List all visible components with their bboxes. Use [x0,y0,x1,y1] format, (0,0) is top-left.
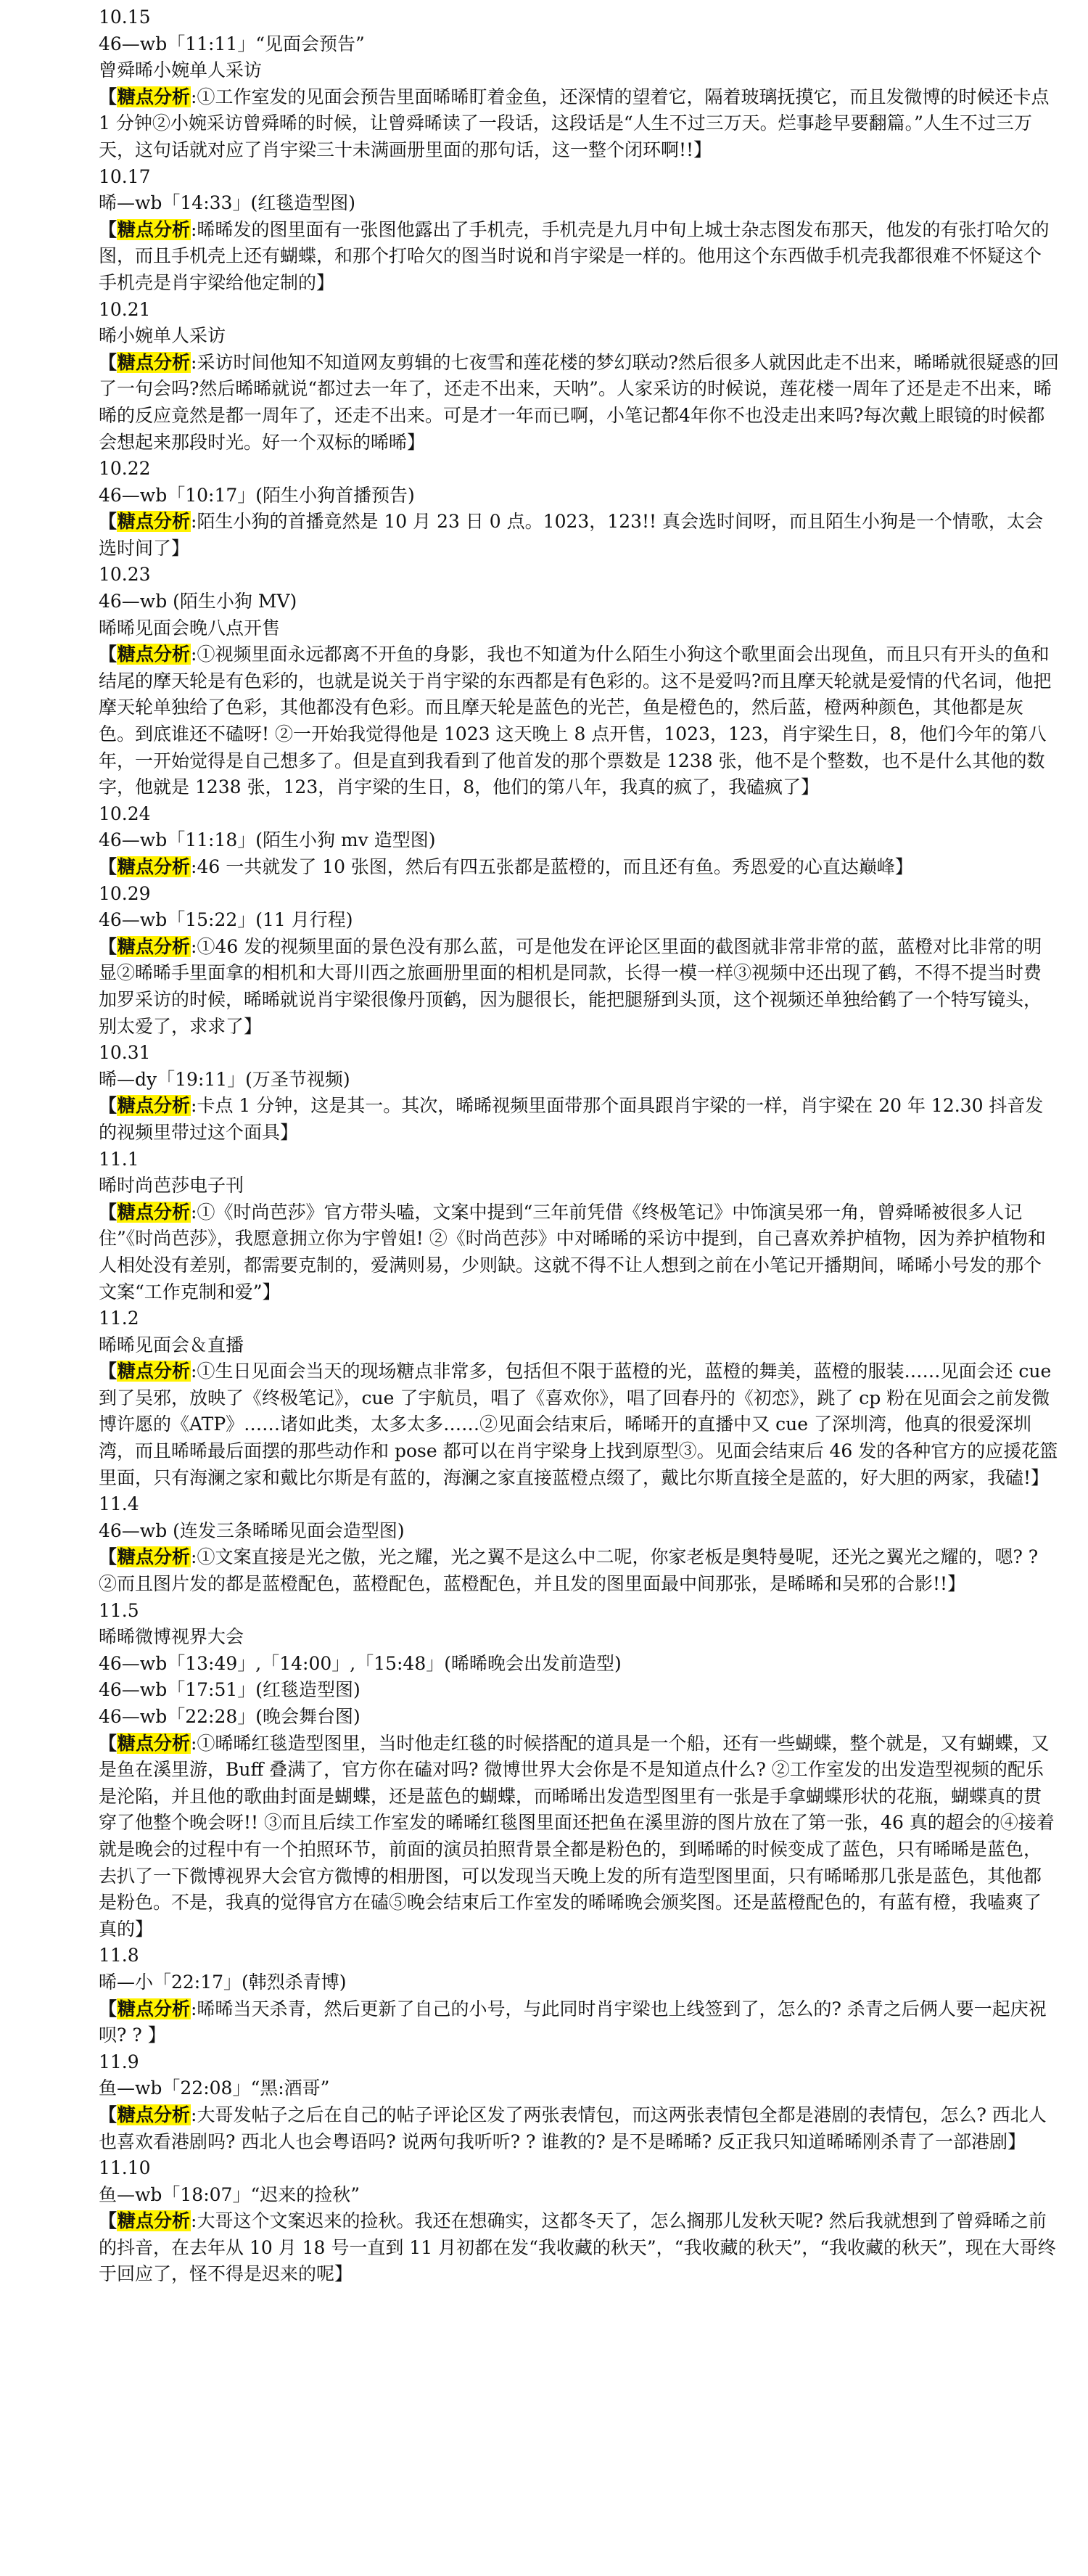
analysis-paragraph [99,217,1059,297]
bracket-open: 【 [99,511,118,533]
bracket-open: 【 [99,351,118,373]
analysis-body: :①文案直接是光之傲，光之耀，光之翼不是这么中二呢，你家老板是奥特曼呢，还光之翼光之耀的，嗯? ? ②而且图片发的都是蓝橙配色，蓝橙配色，蓝橙配色，并且发的图里面最中间那张，是晞晞和吴邪的合影!!】 [99,1546,1039,1595]
bracket-open: 【 [99,2104,118,2125]
analysis-body: :①工作室发的见面会预告里面晞晞盯着金鱼，还深情的望着它，隔着玻璃抚摸它，而且发微博的时候还卡点 1 分钟②小婉采访曾舜晞的时候，让曾舜晞读了一段话，这段话是“人生不过三万天。烂事趁早要翻篇。”人生不过三万天，这句话就对应了肖宇梁三十未满画册里面的那句话，这一整个闭环啊!!】 [99,86,1050,160]
entry-date: 10.21 [99,298,151,320]
analysis-paragraph [99,641,1059,801]
entry-date: 10.22 [99,458,151,480]
analysis-tag-highlight: 糖点分析 [118,1732,191,1754]
entry-date: 11.10 [99,2157,151,2179]
analysis-paragraph [99,350,1059,456]
entry-line: 晞晞微博视界大会 [99,1626,244,1648]
analysis-tag-highlight: 糖点分析 [118,644,191,665]
analysis-body: :大哥这个文案迟来的捡秋。我还在想确实，这都冬天了，怎么搁那儿发秋天呢? 然后我就想到了曾舜晞之前的抖音，在去年从 10 月 18 号一直到 11 月初都在发“我收藏的秋天”，“我收藏的秋天”，“我收藏的秋天”，现在大哥终于回应了，怪不得是迟来的呢】 [99,2210,1056,2285]
analysis-body: :晞晞发的图里面有一张图他露出了手机壳，手机壳是九月中旬上城士杂志图发布那天，他发的有张打哈欠的图，而且手机壳上还有蝴蝶，和那个打哈欠的图当时说和肖宇梁是一样的。他用这个东西做手机壳我都很难不怀疑这个手机壳是肖宇梁给他定制的】 [99,218,1050,293]
analysis-body: :采访时间他知不知道网友剪辑的七夜雪和莲花楼的梦幻联动?然后很多人就因此走不出来，晞晞就很疑惑的回了一句会吗?然后晞晞就说“都过去一年了，还走不出来，天呐”。人家采访的时候说，莲花楼一周年了还是走不出来，晞晞的反应竟然是都一周年了，还走不出来。可是才一年而已啊，小笔记都4年你不也没走出来吗?每次戴上眼镜的时候都会想起来那段时光。好一个双标的晞晞】 [99,351,1059,453]
analysis-paragraph [99,1544,1059,1597]
entry-line: 晞—wb「14:33」(红毯造型图) [99,192,355,214]
analysis-tag-highlight: 糖点分析 [118,856,191,877]
entry-line: 曾舜晞小婉单人采访 [99,60,263,81]
bracket-open: 【 [99,856,118,877]
bracket-open: 【 [99,218,118,240]
entry-line: 46—wb「13:49」,「14:00」,「15:48」(晞晞晚会出发前造型) [99,1652,622,1674]
entry-line: 晞晞见面会晚八点开售 [99,617,281,639]
entry-date: 11.1 [99,1148,139,1170]
entry-date: 11.8 [99,1945,139,1966]
analysis-paragraph [99,509,1059,562]
analysis-tag-highlight: 糖点分析 [118,2210,191,2232]
analysis-tag-highlight: 糖点分析 [118,1998,191,2019]
entry-line: 46—wb (连发三条晞晞见面会造型图) [99,1519,405,1541]
analysis-body: :晞晞当天杀青，然后更新了自己的小号，与此同时肖宇梁也上线签到了，怎么的? 杀青之后俩人要一起庆祝呗? ? 】 [99,1998,1047,2046]
entry-date: 10.29 [99,882,151,904]
entry-line: 46—wb「22:28」(晚会舞台图) [99,1706,360,1727]
entry-date: 11.5 [99,1599,139,1621]
analysis-tag-highlight: 糖点分析 [118,86,191,107]
analysis-body: :①生日见面会当天的现场糖点非常多，包括但不限于蓝橙的光，蓝橙的舞美，蓝橙的服装……见面会还 cue 到了吴邪，放映了《终极笔记》，cue 了宇航员，唱了《喜欢你》，唱了回春丹的《初恋》，跳了 cp 粉在见面会之前发微博许愿的《ATP》……诸如此类，太多太多……②见面会结束后，晞晞开的直播中又 cue 了深圳湾，他真的很爱深圳湾，而且晞晞最后面摆的那些动作和 pose 都可以在肖宇梁身上找到原型③。见面会结束后 46 发的各种官方的应援花篮里面，只有海澜之家和戴比尔斯是有蓝的，海澜之家直接蓝橙点缀了，戴比尔斯直接全是蓝的，好大胆的两家，我磕!】 [99,1361,1058,1488]
analysis-body: :大哥发帖子之后在自己的帖子评论区发了两张表情包，而这两张表情包全都是港剧的表情包，怎么? 西北人也喜欢看港剧吗? 西北人也会粤语吗? 说两句我听听? ? 谁教的? 是不是晞晞? 反正我只知道晞晞刚杀青了一部港剧】 [99,2104,1047,2152]
analysis-tag-highlight: 糖点分析 [118,2104,191,2125]
entry-line: 46—wb「17:51」(红毯造型图) [99,1679,360,1701]
bracket-open: 【 [99,1998,118,2019]
analysis-paragraph [99,1093,1059,1146]
analysis-tag-highlight: 糖点分析 [118,1361,191,1382]
bracket-open: 【 [99,2210,118,2232]
bracket-open: 【 [99,644,118,665]
entry-line: 晞时尚芭莎电子刊 [99,1175,244,1197]
analysis-paragraph [99,1731,1059,1943]
entry-date: 10.17 [99,165,151,187]
entry-line: 46—wb「11:18」(陌生小狗 mv 造型图) [99,829,436,851]
analysis-paragraph [99,1996,1059,2049]
bracket-open: 【 [99,86,118,107]
entry-date: 10.23 [99,564,151,586]
bracket-open: 【 [99,1546,118,1568]
analysis-paragraph [99,2102,1059,2155]
bracket-open: 【 [99,1361,118,1382]
analysis-paragraph [99,1199,1059,1305]
entry-line: 46—wb「11:11」“见面会预告” [99,33,365,54]
analysis-body: :①视频里面永远都离不开鱼的身影，我也不知道为什么陌生小狗这个歌里面会出现鱼，而且只有开头的鱼和结尾的摩天轮是有色彩的，也就是说关于肖宇梁的东西都是有色彩的。这不是爱吗?而且摩天轮就是爱情的代名词，他把摩天轮单独给了色彩，其他都没有色彩。而且摩天轮是蓝色的光芒，鱼是橙色的，然后蓝，橙两种颜色，其他都是灰色。到底谁还不磕呀! ②一开始我觉得他是 1023 这天晚上 8 点开售，1023，123，肖宇梁生日，8，他们今年的第八年，一开始觉得是自己想多了。但是直到我看到了他首发的那个票数是 1238 张，他不是个整数，也不是什么其他的数字，他就是 1238 张，123，肖宇梁的生日，8，他们的第八年，我真的疯了，我磕疯了】 [99,644,1052,798]
entry-line: 46—wb「10:17」(陌生小狗首播预告) [99,484,415,506]
analysis-paragraph [99,934,1059,1040]
analysis-tag-highlight: 糖点分析 [118,218,191,240]
entry-date: 10.24 [99,803,151,824]
analysis-paragraph [99,2208,1059,2288]
analysis-tag-highlight: 糖点分析 [118,1095,191,1117]
bracket-open: 【 [99,1732,118,1754]
entry-date: 10.15 [99,7,151,28]
analysis-body: :卡点 1 分钟，这是其一。其次，晞晞视频里面带那个面具跟肖宇梁的一样，肖宇梁在 20 年 12.30 抖音发的视频里带过这个面具】 [99,1095,1044,1143]
bracket-open: 【 [99,1095,118,1117]
entry-line: 晞—dy「19:11」(万圣节视频) [99,1068,350,1090]
entry-line: 晞—小「22:17」(韩烈杀青博) [99,1971,347,1993]
entry-line: 鱼—wb「18:07」“迟来的捡秋” [99,2183,360,2205]
analysis-tag-highlight: 糖点分析 [118,1201,191,1223]
bracket-open: 【 [99,935,118,957]
analysis-body: :46 一共就发了 10 张图，然后有四五张都是蓝橙的，而且还有鱼。秀恩爱的心直达巅峰】 [191,856,913,877]
entry-line: 晞晞见面会＆直播 [99,1334,244,1355]
entry-line: 晞小婉单人采访 [99,325,226,347]
entry-line: 46—wb (陌生小狗 MV) [99,591,297,612]
analysis-paragraph [99,1358,1059,1491]
analysis-paragraph [99,84,1059,164]
entry-date: 11.9 [99,2051,139,2072]
analysis-body: :①《时尚芭莎》官方带头嗑，文案中提到“三年前凭借《终极笔记》中饰演吴邪一角，曾舜晞被很多人记住”《时尚芭莎》，我愿意拥立你为宇曾姐! ②《时尚芭莎》中对晞晞的采访中提到，自己喜欢养护植物，因为养护植物和人相处没有差别，都需要克制的，爱满则易，少则缺。这就不得不让人想到之前在小笔记开播期间，晞晞小号发的那个文案“工作克制和爱”】 [99,1201,1046,1303]
analysis-paragraph [99,854,1059,881]
entry-date: 11.4 [99,1493,139,1515]
bracket-open: 【 [99,1201,118,1223]
entry-line: 鱼—wb「22:08」“黑:酒哥” [99,2077,330,2099]
analysis-body: :①晞晞红毯造型图里，当时他走红毯的时候搭配的道具是一个船，还有一些蝴蝶，整个就是，又有蝴蝶，又是鱼在溪里游，Buff 叠满了，官方你在磕对吗? 微博世界大会你是不是知道点什么? ②工作室发的出发造型视频的配乐是沦陷，并且他的歌曲封面是蝴蝶，还是蓝色的蝴蝶，而晞晞出发造型图里有一张是手拿蝴蝶形状的花瓶，蝴蝶真的贯穿了他整个晚会呀!! ③而且后续工作室发的晞晞红毯图里面还把鱼在溪里游的图片放在了第一张，46 真的超会的④接着就是晚会的过程中有一个拍照环节，前面的演员拍照背景全都是粉色的，到晞晞的时候变成了蓝色，只有晞晞是蓝色，去扒了一下微博视界大会官方微博的相册图，可以发现当天晚上发的所有造型图里面，只有晞晞那几张是蓝色，其他都是粉色。不是，我真的觉得官方在磕⑤晚会结束后工作室发的晞晞晚会颁奖图。还是蓝橙配色的，有蓝有橙，我嗑爽了真的】 [99,1732,1055,1940]
analysis-tag-highlight: 糖点分析 [118,351,191,373]
analysis-body: :陌生小狗的首播竟然是 10 月 23 日 0 点。1023，123!! 真会选时间呀，而且陌生小狗是一个情歌，太会选时间了】 [99,511,1044,559]
entry-date: 11.2 [99,1308,139,1329]
analysis-tag-highlight: 糖点分析 [118,1546,191,1568]
analysis-tag-highlight: 糖点分析 [118,511,191,533]
entry-line: 46—wb「15:22」(11 月行程) [99,909,353,931]
entry-date: 10.31 [99,1042,151,1064]
analysis-body: :①46 发的视频里面的景色没有那么蓝，可是他发在评论区里面的截图就非常非常的蓝，蓝橙对比非常的明显②晞晞手里面拿的相机和大哥川西之旅画册里面的相机是同款，长得一模一样③视频中还出现了鹤，不得不提当时费加罗采访的时候，晞晞就说肖宇梁很像丹顶鹤，因为腿很长，能把腿掰到头顶，这个视频还单独给鹤了一个特写镜头，别太爱了，求求了】 [99,935,1042,1037]
analysis-tag-highlight: 糖点分析 [118,935,191,957]
